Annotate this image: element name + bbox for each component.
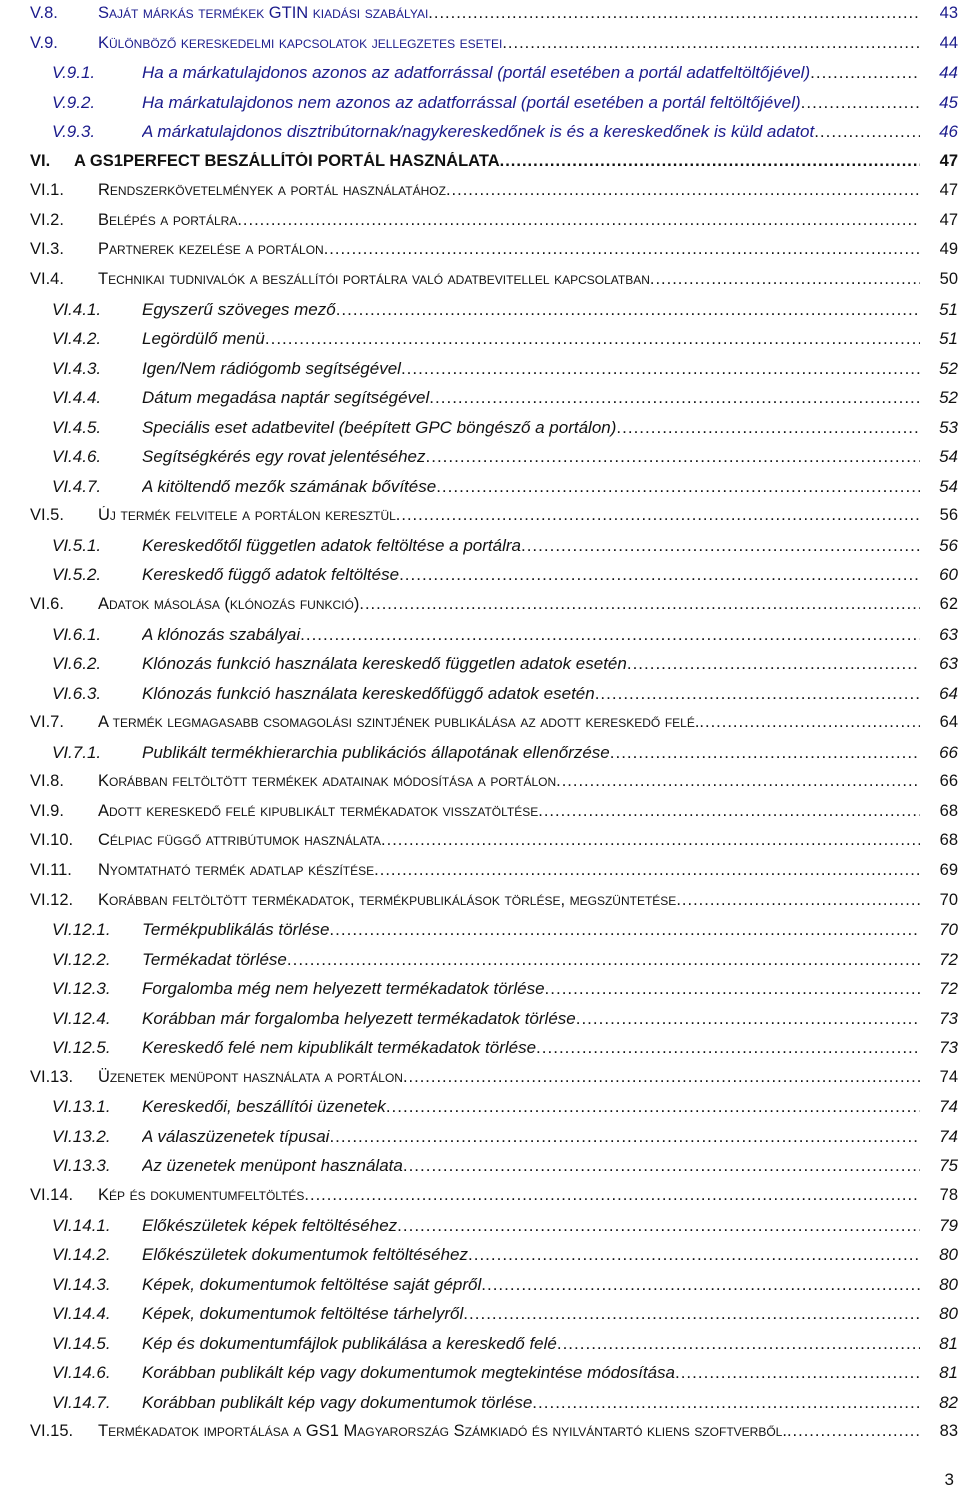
toc-entry[interactable] [0,506,960,532]
dot-leader [374,861,920,880]
toc-entry-number: VI.4. [30,269,64,288]
toc-entry-title: Partnerek kezelése a portálon [98,240,324,259]
toc-entry-title: Nyomtatható termék adatlap készítése [98,860,375,879]
toc-entry-title-line [142,1156,920,1176]
toc-entry-title: Célpiac függő attribútumok használata [98,831,382,850]
toc-entry-title: Adott kereskedő felé kipublikált termékadatok visszatöltése [98,801,539,820]
toc-entry-title-line [98,595,920,614]
toc-entry-page: 80 [939,1245,958,1265]
toc-entry-title: Kereskedői, beszállítói üzenetek [142,1097,386,1117]
dot-leader [401,359,920,379]
toc-entry[interactable] [0,743,960,769]
toc-entry-number: VI.14.5. [52,1333,111,1353]
dot-leader [481,1275,920,1295]
toc-entry-number: VI.3. [30,240,64,259]
dot-leader [814,122,920,142]
toc-entry[interactable] [0,447,960,473]
toc-entry[interactable] [0,1363,960,1389]
toc-entry-number: VI.14. [30,1186,74,1204]
toc-entry-number: V.9.3. [52,122,96,142]
toc-entry-page: 64 [939,683,958,703]
toc-entry[interactable] [0,418,960,444]
toc-entry-title: Korábban publikált kép vagy dokumentumok megtekintése módosítása [142,1363,675,1383]
dot-leader [610,743,920,763]
toc-entry-title: Saját márkás termékek GTIN kiadási szabályai [98,4,429,22]
dot-leader [556,772,920,791]
toc-entry-title: A válaszüzenetek típusai [142,1126,330,1146]
toc-entry[interactable] [0,1216,960,1242]
toc-entry-number: VI.6. [30,595,64,613]
toc-entry-page: 78 [939,1186,958,1204]
toc-entry-title: Kép és dokumentumfájlok publikálása a kereskedő felé [142,1333,557,1353]
toc-entry[interactable] [0,950,960,976]
dot-leader [810,63,920,83]
toc-entry-title-line [98,831,920,850]
toc-entry[interactable] [0,536,960,562]
toc-entry-page: 64 [939,713,958,732]
toc-entry-title: Legördülő menü [142,329,265,349]
toc-entry[interactable] [0,34,960,60]
toc-entry-page: 70 [939,890,958,909]
toc-entry-title-line [142,950,920,970]
toc-entry[interactable] [0,1009,960,1035]
toc-entry-page: 74 [939,1126,958,1146]
toc-entry-number: VI.4.2. [52,329,102,349]
toc-entry-title-line [142,1363,920,1383]
dot-leader [265,329,920,349]
toc-entry[interactable] [0,181,960,207]
toc-entry-number: VI.12.2. [52,949,111,969]
toc-entry[interactable] [0,920,960,946]
toc-entry-title-line [142,654,920,674]
toc-entry-page: 52 [939,358,958,378]
dot-leader [675,1363,920,1383]
dot-leader [538,802,920,821]
dot-leader [403,1156,920,1176]
toc-entry-title: Adatok másolása (klónozás funkció) [98,595,360,613]
dot-leader [468,1245,920,1265]
dot-leader [396,506,920,525]
toc-entry-title: Képek, dokumentumok feltöltése saját gépről [142,1274,482,1294]
toc-entry-page: 68 [939,831,958,850]
toc-entry-page: 80 [939,1304,958,1324]
toc-entry-number: VI.4.3. [52,358,102,378]
dot-leader [436,477,920,497]
dot-leader [324,240,920,259]
toc-entry-page: 54 [939,476,958,496]
toc-entry-page: 44 [939,63,958,83]
dot-leader [532,1393,920,1413]
toc-entry-page: 63 [939,654,958,674]
toc-entry-number: VI.2. [30,210,64,229]
toc-entry-title-line [142,625,920,645]
dot-leader [502,34,920,53]
toc-entry-page: 70 [939,920,958,940]
toc-entry-number: VI.7. [30,713,64,732]
dot-leader [446,181,920,200]
toc-entry[interactable] [0,1393,960,1419]
toc-entry[interactable] [0,1245,960,1271]
toc-entry-number: VI.12.1. [52,920,111,940]
toc-entry-title-line [142,122,920,142]
toc-entry-page: 75 [939,1156,958,1176]
toc-entry-number: VI.6.1. [52,624,102,644]
toc-entry-number: VI.14.3. [52,1274,111,1294]
toc-entry-number: V.9.2. [52,92,96,112]
toc-entry-title: Képek, dokumentumok feltöltése tárhelyről [142,1304,464,1324]
toc-entry-title: Különböző kereskedelmi kapcsolatok jellegzetes esetei [98,33,503,52]
toc-entry-number: VI.5.1. [52,535,102,555]
toc-entry-title: Forgalomba még nem helyezett termékadatok törlése [142,979,545,999]
toc-entry-number: V.9. [30,33,58,52]
toc-entry[interactable] [0,359,960,385]
toc-entry-title-line [142,63,920,83]
toc-entry-title-line [142,743,920,763]
dot-leader [787,1422,920,1441]
toc-entry-page: 62 [939,595,958,613]
toc-entry-number: VI.4.6. [52,447,102,467]
toc-entry[interactable] [0,122,960,148]
toc-entry-page: 56 [939,535,958,555]
toc-entry-title-line [142,388,920,408]
toc-entry[interactable] [0,625,960,651]
toc-entry-title: Dátum megadása naptár segítségével [142,388,430,408]
dot-leader [381,831,920,850]
toc-entry-number: VI.14.1. [52,1215,111,1235]
toc-entry-page: 72 [939,979,958,999]
toc-entry-title-line [98,506,920,525]
toc-entry-title: A termék legmagasabb csomagolási szintjének publikálása az adott kereskedő felé. [98,713,700,732]
toc-entry-title: Termékadat törlése [142,949,287,969]
toc-entry-page: 47 [939,181,958,200]
toc-entry-page: 69 [939,860,958,879]
toc-entry-number: VI.5. [30,506,64,525]
dot-leader [545,979,920,999]
toc-entry-title: A kitöltendő mezők számának bővítése [142,476,437,496]
toc-entry-title: Új termék felvitele a portálon keresztül [98,506,396,525]
toc-entry-number: VI.4.1. [52,299,102,319]
toc-entry-title-line [142,300,920,320]
toc-entry-title-line [98,270,920,289]
toc-entry-title-line [74,152,920,171]
dot-leader [627,654,920,674]
toc-entry-title: A GS1PERFECT BESZÁLLÍTÓI PORTÁL HASZNÁLATA [74,151,500,170]
toc-entry[interactable] [0,4,960,30]
toc-entry-page: 51 [939,329,958,349]
toc-entry-title-line [142,1038,920,1058]
dot-leader [595,684,920,704]
toc-entry-number: VI.14.4. [52,1304,111,1324]
toc-entry-title: Belépés a portálra [98,210,238,229]
toc-entry-title-line [98,34,920,53]
toc-entry-number: VI.10. [30,831,74,850]
toc-entry-title: Előkészületek dokumentumok feltöltéséhez [142,1245,469,1265]
dot-leader [237,211,920,230]
dot-leader [428,4,920,23]
toc-entry-number: V.9.1. [52,63,96,83]
toc-entry-page: 46 [939,122,958,142]
dot-leader [536,1038,920,1058]
toc-entry-number: VI. [30,151,51,170]
toc-entry-title-line [142,1304,920,1324]
toc-entry-page: 80 [939,1274,958,1294]
toc-entry-title: Korábban már forgalomba helyezett termékadatok törlése [142,1008,576,1028]
toc-entry[interactable] [0,1186,960,1212]
toc-entry-title: Előkészületek képek feltöltéséhez [142,1215,398,1235]
toc-entry-title: Segítségkérés egy rovat jelentéséhez [142,447,426,467]
toc-entry-title: Üzenetek menüpont használata a portálon [98,1067,403,1086]
toc-entry-number: VI.4.7. [52,476,102,496]
dot-leader [557,1334,920,1354]
dot-leader [336,300,920,320]
toc-entry-title: Technikai tudnivalók a beszállítói portálra való adatbevitellel kapcsolatban [98,269,650,288]
toc-entry-title: Ha márkatulajdonos nem azonos az adatforrással (portál esetében a portál feltöltőjével) [142,92,801,112]
toc-entry[interactable] [0,477,960,503]
toc-entry-number: VI.13.1. [52,1097,111,1117]
dot-leader [329,1127,920,1147]
toc-entry-page: 50 [939,269,958,288]
toc-entry-page: 81 [939,1333,958,1353]
toc-entry[interactable] [0,270,960,296]
toc-entry-title: Klónozás funkció használata kereskedőfüggő adatok esetén [142,683,595,703]
toc-entry-title-line [98,1422,920,1441]
toc-entry-title: A klónozás szabályai [142,624,301,644]
toc-entry-title-line [98,802,920,821]
dot-leader [576,1009,920,1029]
toc-entry-title: Korábban feltöltött termékadatok, termékpublikálások törlése, megszüntetése [98,890,677,909]
toc-entry-page: 74 [939,1067,958,1086]
toc-entry-title-line [142,447,920,467]
toc-entry-number: VI.15. [30,1422,74,1441]
toc-entry-title-line [142,1097,920,1117]
toc-entry-title-line [98,861,920,880]
toc-entry-page: 83 [939,1422,958,1441]
toc-entry[interactable] [0,891,960,917]
dot-leader [676,891,920,910]
dot-leader [429,388,920,408]
toc-entry-title-line [142,477,920,497]
toc-entry-number: VI.4.5. [52,417,102,437]
dot-leader [616,418,920,438]
dot-leader [500,152,920,171]
toc-entry-number: VI.12.4. [52,1008,111,1028]
toc-entry-number: VI.13.2. [52,1126,111,1146]
toc-entry-title-line [142,329,920,349]
toc-entry[interactable] [0,684,960,710]
toc-entry-page: 72 [939,949,958,969]
toc-entry-title: Kereskedő függő adatok feltöltése [142,565,400,585]
toc-entry-page: 44 [939,33,958,52]
toc-entry[interactable] [0,1334,960,1360]
toc-entry[interactable] [0,300,960,326]
dot-leader [397,1216,920,1236]
toc-entry-title: Kereskedőtől független adatok feltöltése a portálra [142,535,521,555]
dot-leader [699,713,920,732]
toc-entry-page: 51 [939,299,958,319]
toc-entry-page: 43 [939,4,958,22]
toc-entry[interactable] [0,595,960,621]
dot-leader [650,270,920,289]
toc-entry[interactable] [0,565,960,591]
toc-entry-number: VI.13. [30,1067,74,1086]
toc-entry-title: Publikált termékhierarchia publikációs állapotának ellenőrzése [142,742,610,762]
dot-leader [386,1097,920,1117]
toc-entry[interactable] [0,713,960,739]
dot-leader [300,625,920,645]
toc-entry-title-line [98,211,920,230]
toc-entry-title: Kereskedő felé nem kipublikált termékadatok törlése [142,1038,537,1058]
toc-entry-number: VI.13.3. [52,1156,111,1176]
toc-entry-title-line [142,418,920,438]
toc-entry-title: Kép és dokumentumfeltöltés [98,1186,305,1204]
dot-leader [801,93,920,113]
toc-entry-number: VI.4.4. [52,388,102,408]
toc-entry-page: 74 [939,1097,958,1117]
toc-entry-title: Klónozás funkció használata kereskedő független adatok esetén [142,654,627,674]
toc-entry-title-line [98,772,920,791]
toc-entry-page: 45 [939,92,958,112]
toc-entry[interactable] [0,831,960,857]
dot-leader [304,1186,920,1205]
toc-entry-title-line [142,93,920,113]
toc-entry-page: 56 [939,506,958,525]
toc-entry-page: 81 [939,1363,958,1383]
toc-entry-number: VI.8. [30,772,64,791]
dot-leader [329,920,920,940]
toc-entry-title-line [142,1245,920,1265]
toc-entry-page: 52 [939,388,958,408]
toc-entry-number: VI.7.1. [52,742,102,762]
toc-entry[interactable] [0,1156,960,1182]
toc-entry-page: 66 [939,742,958,762]
toc-entry-title: Az üzenetek menüpont használata [142,1156,403,1176]
toc-entry-number: VI.1. [30,181,64,200]
toc-entry-title: A márkatulajdonos disztribútornak/nagykereskedőnek is és a kereskedőnek is küld adatot [142,122,815,142]
toc-entry[interactable] [0,152,960,178]
toc-entry-number: VI.12. [30,890,74,909]
toc-entry-title: Termékpublikálás törlése [142,920,330,940]
toc-entry-number: VI.14.2. [52,1245,111,1265]
toc-entry-page: 54 [939,447,958,467]
toc-entry-page: 60 [939,565,958,585]
toc-entry-page: 63 [939,624,958,644]
toc-entry-number: VI.12.3. [52,979,111,999]
toc-entry[interactable] [0,802,960,828]
toc-entry-title-line [142,684,920,704]
toc-entry-title-line [142,1127,920,1147]
toc-entry-title-line [142,979,920,999]
toc-entry-title: Korábban publikált kép vagy dokumentumok törlése [142,1392,533,1412]
toc-entry-title: Ha a márkatulajdonos azonos az adatforrással (portál esetében a portál adatfeltöltőjével) [142,63,811,83]
dot-leader [426,447,920,467]
toc-entry[interactable] [0,979,960,1005]
toc-entry-page: 73 [939,1038,958,1058]
toc-entry-number: V.8. [30,4,58,22]
toc-entry-number: VI.6.2. [52,654,102,674]
toc-entry-title: Korábban feltöltött termékek adatainak módosítása a portálon [98,772,557,791]
toc-entry-number: VI.5.2. [52,565,102,585]
dot-leader [463,1304,920,1324]
toc-entry-page: 47 [939,210,958,229]
toc-entry[interactable] [0,1097,960,1123]
toc-entry-title: Egyszerű szöveges mező [142,299,336,319]
toc-entry-number: VI.6.3. [52,683,102,703]
toc-entry[interactable] [0,654,960,680]
toc-entry-number: VI.14.7. [52,1392,111,1412]
toc-entry-page: 47 [939,151,958,170]
dot-leader [399,565,920,585]
toc-entry[interactable] [0,1127,960,1153]
dot-leader [287,950,920,970]
toc-entry-title-line [98,181,920,200]
toc-entry[interactable] [0,861,960,887]
toc-entry-title: Termékadatok importálása a GS1 Magyarország Számkiadó és nyilvántartó kliens szoftverből. [98,1422,787,1441]
toc-entry-page: 49 [939,240,958,259]
toc-entry-title-line [142,1393,920,1413]
toc-entry[interactable] [0,93,960,119]
toc-entry[interactable] [0,240,960,266]
toc-entry-number: VI.11. [30,860,72,879]
toc-entry-title: Speciális eset adatbevitel (beépített GPC böngésző a portálon) [142,417,617,437]
toc-entry-title-line [98,240,920,259]
toc-entry[interactable] [0,1422,960,1448]
toc-entry[interactable] [0,388,960,414]
toc-entry-title: Igen/Nem rádiógomb segítségével [142,358,401,378]
toc-entry[interactable] [0,772,960,798]
toc-entry-page: 82 [939,1392,958,1412]
toc-entry[interactable] [0,1068,960,1094]
toc-entry-number: VI.14.6. [52,1363,111,1383]
toc-entry-number: VI.12.5. [52,1038,111,1058]
toc-entry-title: Rendszerkövetelmények a portál használatához [98,181,446,200]
toc-entry-title-line [142,1334,920,1354]
toc-entry[interactable] [0,63,960,89]
dot-leader [403,1068,920,1087]
toc-entry-title-line [142,920,920,940]
toc-entry-page: 53 [939,417,958,437]
toc-entry[interactable] [0,329,960,355]
toc-entry-title-line [142,1275,920,1295]
toc-entry[interactable] [0,1304,960,1330]
toc-entry-title-line [98,891,920,910]
toc-entry-title-line [142,565,920,585]
toc-entry[interactable] [0,1038,960,1064]
page-number: 3 [944,1470,954,1489]
toc-entry-title-line [98,4,920,23]
toc-entry[interactable] [0,1275,960,1301]
toc-entry-page: 68 [939,801,958,820]
toc-entry-title-line [98,1186,920,1205]
toc-entry-page: 73 [939,1008,958,1028]
toc-entry-title-line [142,359,920,379]
dot-leader [521,536,920,556]
toc-entry[interactable] [0,211,960,237]
toc-entry-page: 66 [939,772,958,791]
toc-entry-page: 79 [939,1215,958,1235]
toc-entry-title-line [142,536,920,556]
toc-entry-title-line [98,1068,920,1087]
toc-entry-number: VI.9. [30,801,64,820]
dot-leader [359,595,920,614]
toc-entry-title-line [142,1009,920,1029]
toc-entry-title-line [98,713,920,732]
toc-entry-title-line [142,1216,920,1236]
